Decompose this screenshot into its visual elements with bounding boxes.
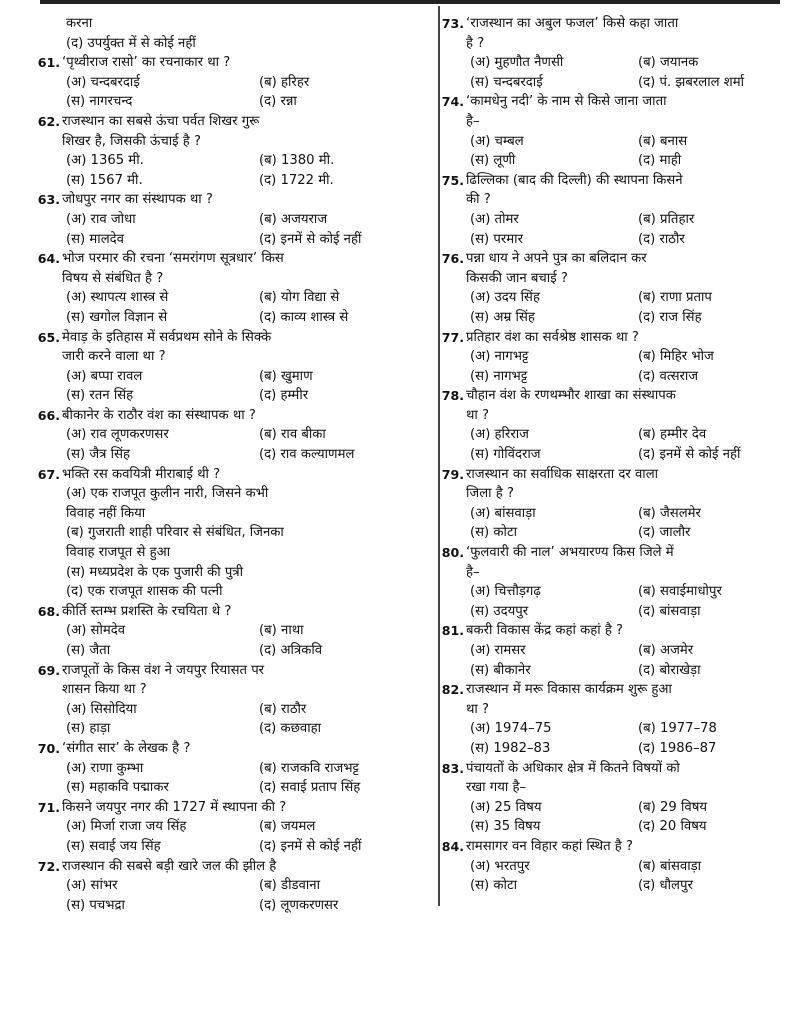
question-block: [37, 465, 432, 602]
question-block: [37, 857, 432, 916]
option-row: [62, 288, 432, 308]
option-label: (ब) जयमल: [259, 819, 316, 835]
question-block: [441, 171, 771, 249]
option-row: [62, 367, 432, 387]
option-row: [466, 719, 771, 739]
option-label: (अ) चन्दबरदाई: [66, 74, 140, 90]
question-text: की ?: [466, 192, 491, 208]
option-label: (ब) नाथा: [259, 623, 304, 639]
option-line: (ब) गुजराती शाही परिवार से संबंधित, जिनका: [66, 525, 284, 541]
question-block: [441, 621, 771, 680]
option-row: [62, 876, 432, 896]
question-number: 84.: [441, 838, 464, 854]
option-label: (स) परमार: [470, 231, 523, 247]
question-number: 61.: [37, 55, 60, 71]
option-row: [466, 661, 771, 681]
question-text: शासन किया था ?: [62, 682, 147, 698]
option-row: [466, 445, 771, 465]
option-label: (अ) चित्तौड़गढ़: [470, 584, 541, 600]
option-row: [62, 230, 432, 250]
question-number: 74.: [441, 94, 464, 110]
option-label: (ब) डीडवाना: [259, 878, 321, 894]
question-number: 76.: [441, 251, 464, 267]
option-label: (अ) मुहणौत नैणसी: [470, 55, 564, 71]
option-row: [466, 641, 771, 661]
option-label: (ब) योग विद्या से: [259, 290, 340, 306]
option-label: (स) बीकानेर: [470, 662, 531, 678]
option-row: [62, 445, 432, 465]
continuation-option-d: (द) उपर्युक्त में से कोई नहीं: [66, 35, 196, 51]
option-label: (ब) राणा प्रताप: [638, 290, 712, 306]
option-label: (ब) अजयराज: [259, 211, 328, 227]
option-label: (ब) जयानक: [638, 55, 699, 71]
option-row: [62, 171, 432, 191]
option-label: (ब) 1977–78: [638, 721, 717, 737]
option-label: (अ) मिर्जा राजा जय सिंह: [66, 819, 187, 835]
option-label: (अ) नागभट्ट: [470, 349, 529, 365]
question-text: जारी करने वाला था ?: [62, 349, 166, 365]
question-text: 63. जोधपुर नगर का संस्थापक था ?: [62, 190, 432, 210]
question-number: 79.: [441, 466, 464, 482]
option-row: [466, 210, 771, 230]
option-label: (ब) बांसवाड़ा: [638, 858, 702, 874]
option-row: [62, 759, 432, 779]
question-number: 82.: [441, 682, 464, 698]
question-text: है–: [466, 113, 480, 129]
option-label: (स) 1982–83: [470, 740, 551, 756]
option-label: (द) राव कल्याणमल: [259, 447, 355, 463]
question-number: 67.: [37, 466, 60, 482]
option-label: (द) लूणकरणसर: [259, 897, 339, 913]
option-label: (स) 1567 मी.: [66, 172, 143, 188]
option-label: (अ) बप्पा रावल: [66, 368, 143, 384]
option-label: (अ) राव लूणकरणसर: [66, 427, 169, 443]
option-label: (अ) राणा कुम्भा: [66, 760, 144, 776]
option-row: [62, 719, 432, 739]
question-text: 61. ‘पृथ्वीराज रासो’ का रचनाकार था ?: [62, 53, 432, 73]
option-label: (स) उदयपुर: [470, 603, 529, 619]
question-number: 65.: [37, 329, 60, 345]
question-block: [441, 92, 771, 170]
question-block: [37, 406, 432, 465]
option-label: (अ) स्थापत्य शास्त्र से: [66, 290, 169, 306]
option-label: (द) सवाई प्रताप सिंह: [259, 780, 361, 796]
option-label: (ब) खुमाण: [259, 368, 313, 384]
option-label: (अ) हरिराज: [470, 427, 529, 443]
question-block: [37, 798, 432, 857]
option-label: (अ) राव जोधा: [66, 211, 136, 227]
option-label: (ब) बनास: [638, 133, 688, 149]
option-line: (द) एक राजपूत शासक की पत्नी: [66, 584, 223, 600]
question-text: जिला है ?: [466, 486, 514, 502]
option-row: [466, 288, 771, 308]
option-row: [466, 602, 771, 622]
option-label: (द) हम्मीर: [259, 388, 309, 404]
option-label: (ब) अजमेर: [638, 643, 694, 658]
option-row: [62, 308, 432, 328]
option-row: [466, 523, 771, 543]
question-text: 65. मेवाड़ के इतिहास में सर्वप्रथम सोने के सिक्के: [62, 328, 432, 348]
option-label: (अ) 1974–75: [470, 721, 552, 737]
question-text: था ?: [466, 701, 490, 717]
question-number: 80.: [441, 545, 464, 561]
option-label: (स) हाड़ा: [66, 721, 111, 737]
option-line: (अ) एक राजपूत कुलीन नारी, जिसने कभी: [66, 486, 269, 502]
option-label: (अ) 25 विषय: [470, 799, 542, 815]
option-row: [466, 230, 771, 250]
option-label: (ब) जैसलमेर: [638, 505, 701, 521]
question-number: 68.: [37, 603, 60, 619]
option-label: (ब) राजकवि राजभट्ट: [259, 760, 359, 776]
question-text: 70. ‘संगीत सार’ के लेखक है ?: [62, 739, 432, 759]
option-label: (ब) प्रतिहार: [638, 211, 695, 227]
question-block: [441, 837, 771, 896]
left-column: [37, 14, 432, 915]
option-label: (अ) रामसर: [470, 643, 526, 658]
option-label: (स) रतन सिंह: [66, 388, 134, 404]
question-block: [441, 249, 771, 327]
option-label: (ब) हरिहर: [259, 74, 310, 90]
option-label: (अ) सिसोदिया: [66, 701, 137, 717]
option-label: (स) जैत्र सिंह: [66, 447, 130, 463]
option-label: (स) लूणी: [470, 153, 516, 169]
option-label: (स) जैता: [66, 643, 111, 658]
question-text: 66. बीकानेर के राठौर वंश का संस्थापक था ?: [62, 406, 432, 426]
option-label: (अ) 1365 मी.: [66, 153, 144, 169]
question-text: है–: [466, 564, 480, 580]
question-text: 78. चौहान वंश के रणथम्भौर शाखा का संस्थापक: [466, 386, 771, 406]
question-number: 77.: [441, 329, 464, 345]
option-row: [62, 837, 432, 857]
question-block: [37, 661, 432, 739]
question-block: [37, 249, 432, 327]
question-block: [441, 386, 771, 464]
question-text: 69. राजपूतों के किस वंश ने जयपुर रियासत पर: [62, 661, 432, 681]
question-text: 84. रामसागर वन विहार कहां स्थित है ?: [466, 837, 771, 857]
option-label: (स) चन्दबरदाई: [470, 74, 543, 90]
option-row: [62, 641, 432, 661]
option-row: [466, 132, 771, 152]
question-text: विषय से संबंधित है ?: [62, 270, 164, 286]
option-label: (स) महाकवि पद्माकर: [66, 780, 169, 796]
question-block: [37, 53, 432, 112]
question-number: 69.: [37, 662, 60, 678]
question-text: 83. पंचायतों के अधिकार क्षेत्र में कितने विषयों को: [466, 759, 771, 779]
option-row: [466, 857, 771, 877]
option-row: [466, 73, 771, 93]
question-number: 72.: [37, 858, 60, 874]
question-block: [441, 465, 771, 543]
question-text: 73. ‘राजस्थान का अबुल फजल’ किसे कहा जाता: [466, 14, 771, 34]
question-number: 75.: [441, 172, 464, 188]
option-label: (द) वत्सराज: [638, 368, 699, 384]
option-label: (स) नागरचन्द: [66, 94, 133, 110]
option-label: (स) मालदेव: [66, 231, 124, 247]
question-number: 63.: [37, 192, 60, 208]
option-row: [62, 92, 432, 112]
question-number: 73.: [441, 16, 464, 31]
option-label: (द) इनमें से कोई नहीं: [259, 838, 362, 854]
option-label: (द) जालौर: [638, 525, 691, 541]
option-row: [62, 621, 432, 641]
option-label: (ब) राठौर: [259, 701, 307, 717]
option-row: [466, 739, 771, 759]
question-number: 62.: [37, 113, 60, 129]
option-row: [466, 817, 771, 837]
question-block: [441, 328, 771, 387]
option-label: (द) इनमें से कोई नहीं: [638, 447, 741, 463]
option-label: (अ) बांसवाड़ा: [470, 505, 536, 521]
option-row: [62, 817, 432, 837]
question-text: 74. ‘कामधेनु नदी’ के नाम से किसे जाना जाता: [466, 92, 771, 112]
question-text: किसकी जान बचाई ?: [466, 270, 568, 286]
option-label: (द) इनमें से कोई नहीं: [259, 231, 362, 247]
question-text: 64. भोज परमार की रचना ‘समरांगण सूत्रधार’ किस: [62, 249, 432, 269]
question-block: [37, 190, 432, 249]
question-block: [441, 680, 771, 758]
option-row: [62, 896, 432, 916]
question-text: 82. राजस्थान में मरू विकास कार्यक्रम शुरू हुआ: [466, 680, 771, 700]
option-label: (अ) भरतपुर: [470, 858, 530, 874]
option-label: (ब) 1380 मी.: [259, 153, 335, 169]
right-column: [441, 14, 771, 896]
option-label: (द) काव्य शास्त्र से: [259, 309, 349, 325]
question-text: 79. राजस्थान का सर्वाधिक साक्षरता दर वाला: [466, 465, 771, 485]
option-row: [466, 798, 771, 818]
option-row: [62, 73, 432, 93]
option-row: [466, 308, 771, 328]
option-line: (स) मध्यप्रदेश के एक पुजारी की पुत्री: [66, 564, 244, 580]
option-row: [466, 876, 771, 896]
question-block: [441, 543, 771, 621]
option-row: [62, 778, 432, 798]
question-text: 62. राजस्थान का सबसे ऊंचा पर्वत शिखर गुरू: [62, 112, 432, 132]
option-row: [466, 347, 771, 367]
option-label: (द) रन्ना: [259, 94, 297, 110]
option-label: (अ) चम्बल: [470, 133, 524, 149]
option-label: (स) खगोल विज्ञान से: [66, 309, 168, 325]
question-block: [37, 112, 432, 190]
option-label: (स) पचभद्रा: [66, 897, 125, 913]
question-text: 67. भक्ति रस कवयित्री मीराबाई थी ?: [62, 465, 432, 485]
question-block: [37, 328, 432, 406]
question-number: 78.: [441, 388, 464, 404]
question-text: है ?: [466, 35, 485, 51]
option-row: [62, 151, 432, 171]
option-label: (द) पं. झबरलाल शर्मा: [638, 74, 745, 90]
option-row: [62, 425, 432, 445]
option-label: (ब) मिहिर भोज: [638, 349, 714, 365]
top-rule: [40, 0, 780, 4]
question-text: 75. ढिल्लिका (बाद की दिल्ली) की स्थापना किसने: [466, 171, 771, 191]
option-label: (अ) सोमदेव: [66, 623, 126, 639]
option-label: (स) नागभट्ट: [470, 368, 528, 384]
question-text: 68. कीर्ति स्तम्भ प्रशस्ति के रचयिता थे ?: [62, 602, 432, 622]
question-number: 70.: [37, 740, 60, 756]
option-label: (ब) सवाईमाधोपुर: [638, 584, 722, 600]
question-text: शिखर है, जिसकी ऊंचाई है ?: [62, 133, 201, 149]
option-label: (द) 20 विषय: [638, 819, 707, 835]
option-label: (अ) सांभर: [66, 878, 118, 894]
question-text: था ?: [466, 407, 490, 423]
option-label: (अ) उदय सिंह: [470, 290, 540, 306]
option-label: (स) अम्र सिंह: [470, 309, 535, 325]
question-text: 77. प्रतिहार वंश का सर्वश्रेष्ठ शासक था ?: [466, 328, 771, 348]
question-text: रखा गया है–: [466, 780, 527, 796]
option-label: (स) गोविंदराज: [470, 447, 541, 463]
option-row: [466, 367, 771, 387]
option-label: (द) माही: [638, 153, 682, 169]
option-label: (द) 1986–87: [638, 740, 717, 756]
question-text: 71. किसने जयपुर नगर की 1727 में स्थापना की ?: [62, 798, 432, 818]
option-label: (द) राज सिंह: [638, 309, 702, 325]
option-label: (ब) हम्मीर देव: [638, 427, 707, 443]
question-number: 81.: [441, 623, 464, 639]
question-text: 76. पन्ना धाय ने अपने पुत्र का बलिदान कर: [466, 249, 771, 269]
option-line: विवाह राजपूत से हुआ: [66, 545, 171, 561]
option-label: (द) बांसवाड़ा: [638, 603, 701, 619]
option-label: (ब) 29 विषय: [638, 799, 708, 815]
question-number: 71.: [37, 799, 60, 815]
option-row: [466, 151, 771, 171]
option-label: (स) सवाई जय सिंह: [66, 838, 161, 854]
option-label: (द) बोराखेड़ा: [638, 662, 701, 678]
right-question-list: [441, 14, 771, 896]
option-label: (द) कछवाहा: [259, 721, 322, 737]
option-row: [62, 210, 432, 230]
option-row: [62, 386, 432, 406]
option-label: (स) कोटा: [470, 525, 518, 541]
option-row: [62, 700, 432, 720]
question-number: 64.: [37, 251, 60, 267]
option-row: [466, 504, 771, 524]
question-block: [441, 14, 771, 92]
left-question-list: [37, 53, 432, 915]
option-label: (स) 35 विषय: [470, 819, 541, 835]
question-number: 83.: [441, 760, 464, 776]
question-text: 80. ‘फुलवारी की नाल’ अभयारण्य किस जिले में: [466, 543, 771, 563]
question-text: 81. बकरी विकास केंद्र कहां कहां है ?: [466, 621, 771, 641]
option-row: [466, 582, 771, 602]
continuation-line: करना: [66, 16, 93, 31]
option-label: (अ) तोमर: [470, 211, 519, 227]
option-label: (द) अत्रिकवि: [259, 643, 323, 658]
option-label: (स) कोटा: [470, 878, 518, 894]
question-block: [37, 602, 432, 661]
option-label: (द) धौलपुर: [638, 878, 693, 894]
question-number: 66.: [37, 407, 60, 423]
question-block: [37, 739, 432, 798]
option-row: [466, 53, 771, 73]
question-text: 72. राजस्थान की सबसे बड़ी खारे जल की झील है: [62, 857, 432, 877]
option-label: (ब) राव बीका: [259, 427, 326, 443]
option-label: (द) राठौर: [638, 231, 685, 247]
question-block: [441, 759, 771, 837]
option-label: (द) 1722 मी.: [259, 172, 334, 188]
option-row: [466, 425, 771, 445]
option-line: विवाह नहीं किया: [66, 505, 146, 521]
